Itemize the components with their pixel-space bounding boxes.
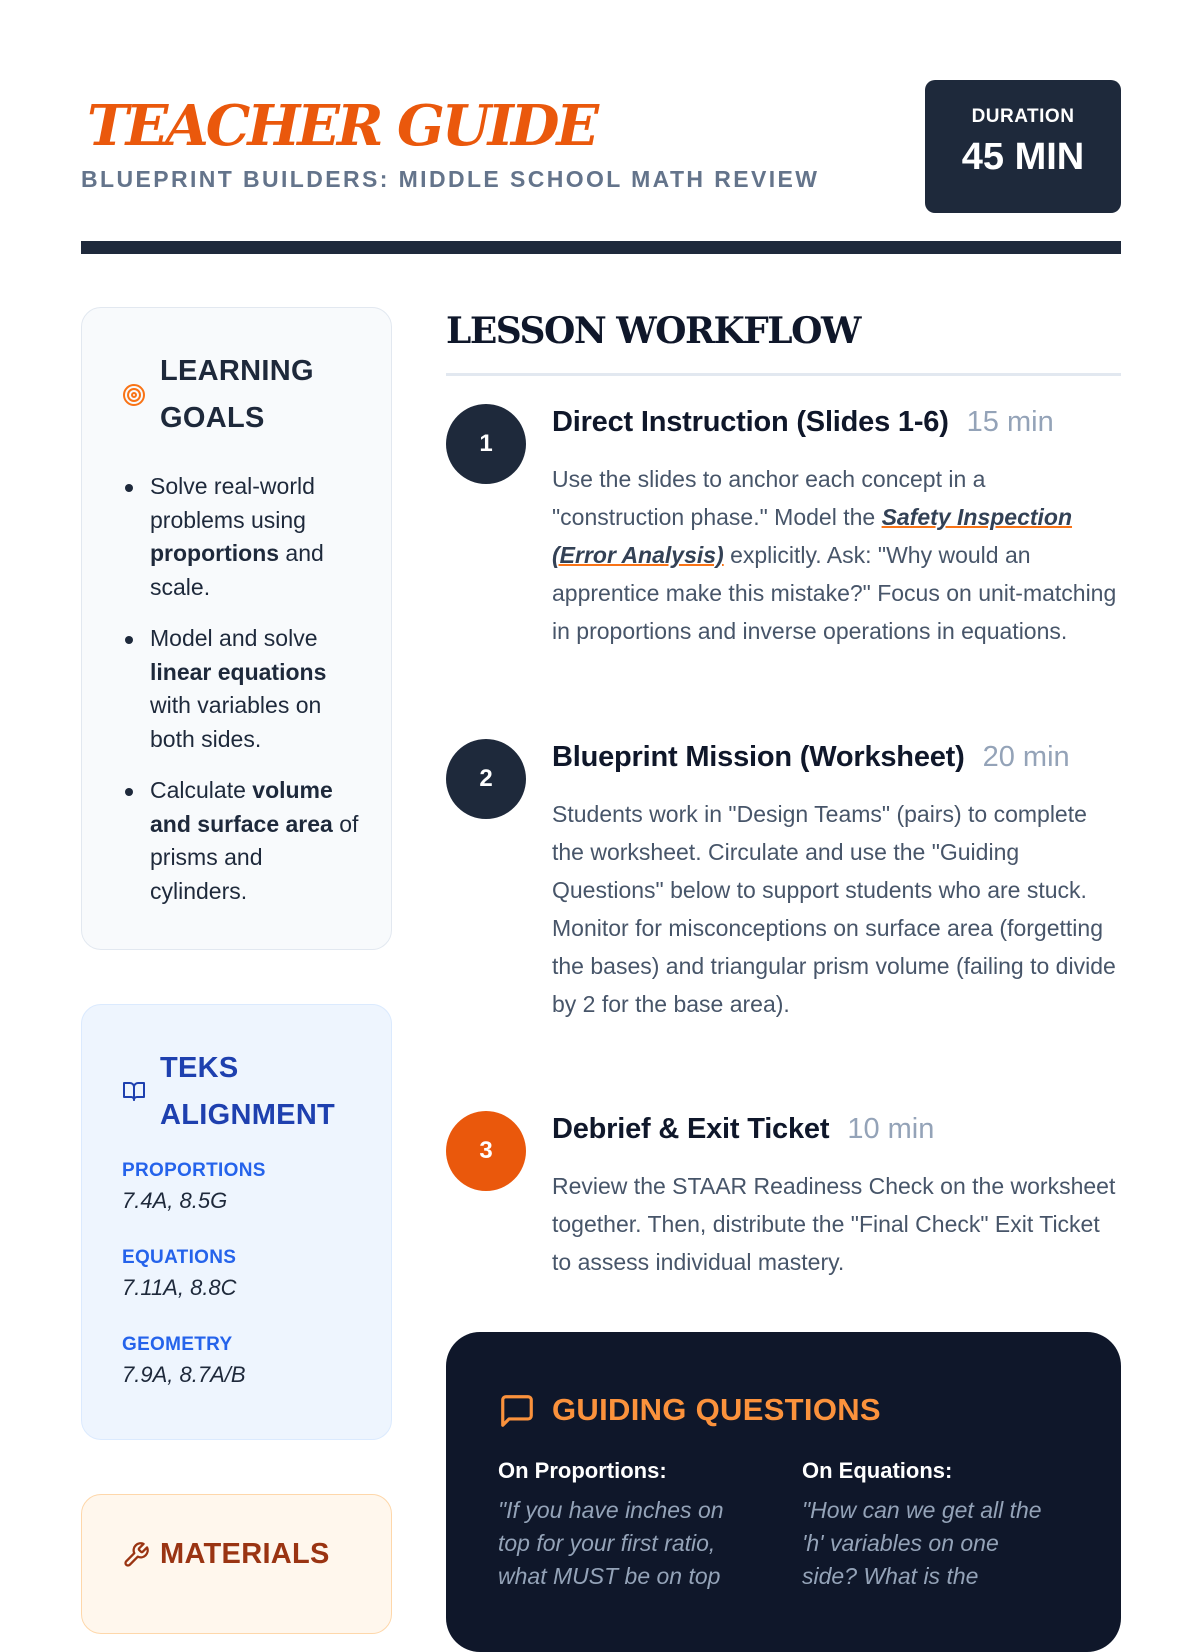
step-description: Use the slides to anchor each concept in a "construction phase." Model the Safety Inspection (Error Analysis) explicitly. Ask: "Why would an apprentice make this mistake?" Focus on unit-matching in proportions and inverse operations in equations. bbox=[552, 466, 1117, 644]
book-open-icon bbox=[122, 1079, 146, 1108]
guiding-question-text: "How can we get all the 'h' variables on one side? What is the bbox=[802, 1497, 1042, 1589]
duration-value: 45 MIN bbox=[961, 136, 1085, 178]
page-header bbox=[81, 80, 1121, 255]
teks-item-label: EQUATIONS bbox=[122, 1247, 237, 1268]
guiding-question-column bbox=[802, 1458, 1057, 1593]
step-description: Students work in "Design Teams" (pairs) to complete the worksheet. Circulate and use the "Guiding Questions" below to support students who are stuck. Monitor for misconceptions on surface area (forgetting the bases) and triangular prism volume (failing to divide by 2 for the base area). bbox=[552, 801, 1116, 1017]
header-divider bbox=[81, 241, 1121, 254]
step-number: 1 bbox=[446, 404, 526, 484]
materials-card bbox=[81, 1494, 392, 1634]
target-icon bbox=[122, 383, 146, 412]
wrench-icon bbox=[122, 1541, 150, 1574]
step-header bbox=[552, 741, 1070, 774]
workflow-title: LESSON WORKFLOW bbox=[446, 310, 860, 352]
guiding-questions-panel bbox=[446, 1332, 1121, 1652]
step-number: 2 bbox=[446, 739, 526, 819]
teks-alignment-card bbox=[81, 1004, 392, 1440]
step-header bbox=[552, 1113, 934, 1146]
teks-item-label: GEOMETRY bbox=[122, 1334, 233, 1355]
teks-item bbox=[122, 1334, 246, 1388]
teks-item-codes: 7.9A, 8.7A/B bbox=[122, 1362, 246, 1387]
materials-title: MATERIALS bbox=[160, 1538, 330, 1570]
page-subtitle: BLUEPRINT BUILDERS: MIDDLE SCHOOL MATH REVIEW bbox=[81, 166, 820, 192]
teks-item bbox=[122, 1160, 266, 1214]
duration-badge bbox=[925, 80, 1121, 213]
guiding-question-text: "If you have inches on top for your first ratio, what MUST be on top bbox=[498, 1497, 724, 1589]
list-item: Calculate volume and surface area of prisms and cylinders. bbox=[122, 774, 362, 908]
duration-label: DURATION bbox=[971, 106, 1075, 127]
guiding-questions-title: GUIDING QUESTIONS bbox=[552, 1392, 881, 1427]
step-header bbox=[552, 406, 1054, 439]
message-square-icon bbox=[498, 1392, 536, 1435]
learning-goals-title: LEARNING GOALS bbox=[160, 355, 314, 434]
step-time: 15 min bbox=[966, 406, 1054, 438]
safety-inspection-link[interactable]: Safety Inspection (Error Analysis) bbox=[552, 504, 1073, 568]
workflow-divider bbox=[446, 373, 1121, 376]
step-number: 3 bbox=[446, 1111, 526, 1191]
teks-item-label: PROPORTIONS bbox=[122, 1160, 266, 1181]
teks-item-codes: 7.11A, 8.8C bbox=[122, 1275, 237, 1300]
teks-item-codes: 7.4A, 8.5G bbox=[122, 1188, 228, 1213]
step-description: Review the STAAR Readiness Check on the worksheet together. Then, distribute the "Final Check" Exit Ticket to assess individual mastery. bbox=[552, 1173, 1116, 1275]
list-item: Model and solve linear equations with variables on both sides. bbox=[122, 622, 362, 756]
step-time: 10 min bbox=[847, 1113, 935, 1145]
guiding-question-topic: On Proportions: bbox=[498, 1458, 667, 1483]
learning-goals-list bbox=[122, 470, 362, 926]
teks-item bbox=[122, 1247, 237, 1301]
page-title: TEACHER GUIDE bbox=[87, 93, 597, 159]
step-title: Debrief & Exit Ticket bbox=[552, 1113, 830, 1145]
guiding-question-column bbox=[498, 1458, 753, 1593]
learning-goals-card bbox=[81, 307, 392, 950]
step-time: 20 min bbox=[982, 741, 1070, 773]
teks-title: TEKS ALIGNMENT bbox=[160, 1052, 336, 1131]
list-item: Solve real-world problems using proportions and scale. bbox=[122, 470, 362, 604]
step-title: Blueprint Mission (Worksheet) bbox=[552, 741, 965, 773]
step-title: Direct Instruction (Slides 1-6) bbox=[552, 406, 949, 438]
guiding-question-topic: On Equations: bbox=[802, 1458, 953, 1483]
